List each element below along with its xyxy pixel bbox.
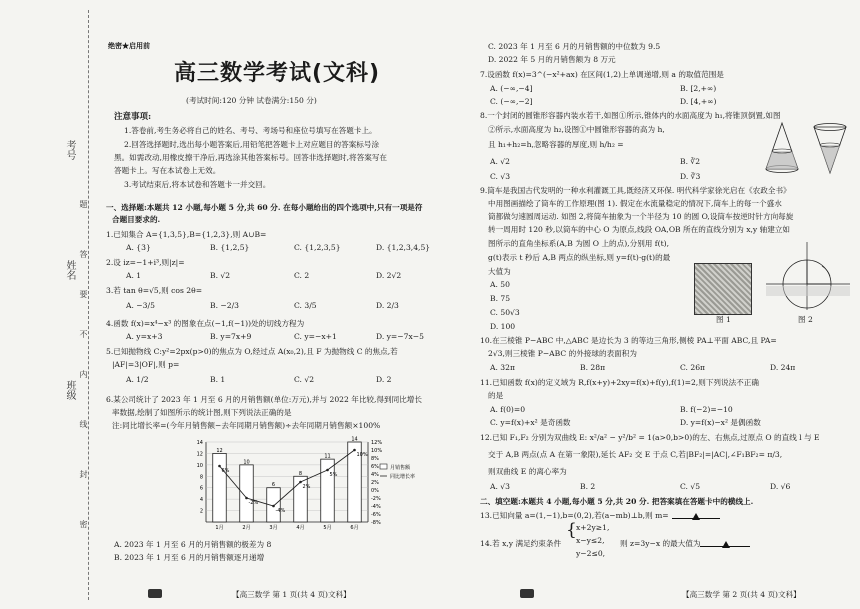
q12-opt-c: C. √5: [680, 482, 701, 491]
q7-opt-c: C. (−∞,−2]: [490, 97, 533, 106]
q9-opt-a: A. 50: [490, 280, 510, 289]
q8-line-3: 且 h₁+h₂=h,忽略容器的厚度,则 h/h₂ =: [488, 140, 624, 149]
footer-page-1: 【高三数学 第 1 页(共 4 页)文科】: [232, 590, 351, 599]
growth-rate-label: 2%: [302, 484, 311, 490]
y-left-tick-label: 2: [199, 508, 203, 515]
q2-opt-d: D. 2√2: [376, 271, 402, 280]
q9-line-6: g(t)表示 t 秒后 A,B 两点的纵坐标,则 y=f(t)·g(t)的最: [488, 253, 671, 262]
q5-opt-a: A. 1/2: [126, 375, 149, 384]
growth-rate-label: -2%: [248, 500, 259, 506]
q9-line-5: 图所示的直角坐标系(A,B 为圆 O 上的点),分别用 f(t),: [488, 239, 669, 248]
q14-prefix: 14.若 x,y 满足约束条件: [480, 539, 562, 548]
y-right-tick-label: -2%: [371, 496, 381, 502]
bar-value-label: 8: [298, 470, 303, 477]
q11-opt-d: D. y=f(x)−x² 是偶函数: [680, 418, 761, 427]
binding-strip: [0, 0, 102, 609]
q9-line-1: 9.筒车是我国古代发明的一种水利灌溉工具,既经济又环保. 明代科学家徐光启在《农政全书》: [480, 186, 791, 195]
x-tick-label: 3月: [269, 525, 278, 531]
q7-opt-d: D. [4,+∞): [680, 97, 717, 106]
q11-opt-c: C. y=f(x)+x² 是奇函数: [490, 418, 571, 427]
q12-opt-d: D. √6: [770, 482, 791, 491]
x-tick-label: 5月: [323, 525, 332, 531]
q10-opt-b: B. 28π: [580, 363, 606, 372]
y-right-tick-label: 10%: [371, 448, 383, 454]
q10-opt-c: C. 26π: [680, 363, 706, 372]
q4-opt-d: D. y=−7x−5: [376, 332, 424, 341]
seal-char: 内: [79, 370, 88, 378]
q6-line-1: 6.某公司统计了 2023 年 1 月至 6 月的月销售额(单位:万元),并与 2022 年比较,得到同比增长: [106, 395, 422, 404]
q10-opt-a: A. 32π: [490, 363, 515, 372]
growth-rate-label: 5%: [329, 472, 338, 478]
q12-opt-a: A. √3: [490, 482, 510, 491]
fig1-caption: 图 1: [716, 315, 731, 324]
section1-header-2: 合题目要求的.: [112, 215, 161, 224]
q12-line-3: 则双曲线 E 的离心率为: [488, 467, 567, 476]
q10-line-1: 10.在三棱锥 P−ABC 中,△ABC 是边长为 3 的等边三角形,侧棱 PA⊥平面 ABC,且 PA=: [480, 336, 777, 345]
q1-opt-b: B. {1,2,5}: [210, 243, 250, 252]
cone-figures: [762, 119, 852, 177]
y-right-tick-label: 12%: [371, 440, 383, 446]
q11-line-2: 的是: [488, 391, 504, 400]
q6-opt-d: D. 2022 年 5 月的月销售额为 8 万元: [488, 55, 616, 64]
seal-char: 要: [79, 290, 88, 298]
q9-line-4: 转一周用时 120 秒,以筒车的中心 O 为原点,线段 OA,OB 所在的直线分别为 x,y 轴建立如: [488, 225, 790, 234]
y-left-tick-label: 4: [199, 497, 203, 504]
y-left-tick-label: 10: [196, 462, 203, 469]
bar-value-label: 10: [243, 459, 250, 466]
seal-char: 封: [79, 470, 88, 478]
q8-opt-c: C. √3: [490, 172, 511, 181]
y-right-tick-label: 4%: [371, 472, 379, 478]
q1: 1.已知集合 A={1,3,5},B={1,2,3},则 A∪B=: [106, 230, 267, 239]
q3-opt-d: D. 2/3: [376, 301, 399, 310]
q4-opt-c: C. y=−x+1: [294, 332, 337, 341]
kaohao-label: 考号: [64, 140, 75, 160]
q3-opt-b: B. −2/3: [210, 301, 239, 310]
exam-title: 高三数学考试(文科): [174, 61, 381, 86]
binding-line: [88, 10, 89, 600]
y-left-tick-label: 8: [199, 474, 203, 481]
q4-opt-a: A. y=x+3: [126, 332, 163, 341]
section1-header: 一、选择题:本题共 12 小题,每小题 5 分,共 60 分. 在每小题给出的四个选项中,只有一项是符: [106, 203, 423, 212]
q9-opt-b: B. 75: [490, 294, 511, 303]
q13: 13.已知向量 a=(1,−1),b=(0,2),若(a−mb)⊥b,则 m=: [480, 511, 669, 520]
y-left-tick-label: 6: [199, 485, 203, 492]
seal-char: 线: [79, 420, 88, 428]
q14-triangle-icon: [722, 539, 730, 548]
q7-opt-b: B. [2,+∞): [680, 84, 717, 93]
bar-value-label: 6: [271, 482, 276, 489]
circle-diagram: [762, 240, 852, 312]
y-left-tick-label: 12: [196, 451, 203, 458]
seal-char: 答: [79, 250, 88, 258]
q3-opt-c: C. 3/5: [294, 301, 317, 310]
q9-line-7: 大值为: [488, 267, 511, 276]
q14-suffix: 则 z=3y−x 的最大值为: [620, 539, 701, 548]
y-left-tick-label: 14: [196, 440, 203, 446]
brace-icon: {: [566, 520, 577, 540]
q1-opt-c: C. {1,2,3,5}: [294, 243, 341, 252]
seal-char: 不: [79, 330, 88, 338]
q5-opt-c: C. √2: [294, 375, 315, 384]
q7-opt-a: A. (−∞,−4]: [490, 84, 533, 93]
q1-opt-a: A. {3}: [126, 243, 151, 252]
q9-line-3: 筒都做匀速圆周运动. 如图 2,将筒车抽象为一个半径为 10 的圆 O,设筒车按逆时针方向每旋: [488, 212, 794, 221]
note-5: 3.考试结束后,将本试卷和答题卡一并交回。: [124, 180, 271, 189]
x-tick-label: 4月: [296, 525, 305, 531]
q8-opt-a: A. √2: [490, 157, 510, 166]
growth-rate-point: [299, 481, 302, 484]
growth-rate-point: [326, 469, 329, 472]
growth-rate-label: 6%: [221, 468, 230, 474]
q2: 2.设 iz=−1+i³,则|z|=: [106, 258, 185, 267]
footer-page-2: 【高三数学 第 2 页(共 4 页)文科】: [682, 590, 801, 599]
q9-line-2: 中用图画描绘了筒车的工作原理(图 1). 假定在水流量稳定的情况下,筒车上的每一个盛水: [488, 199, 782, 208]
growth-rate-point: [272, 505, 275, 508]
q6-line-3: 注:同比增长率=(今年月销售额−去年同期月销售额)÷去年同期月销售额×100%: [112, 421, 381, 430]
q5-b: |AF|=3|OF|,则 p=: [112, 360, 180, 369]
water-wheel-image: [694, 263, 752, 315]
q6-opt-c: C. 2023 年 1 月至 6 月的月销售额的中位数为 9.5: [488, 42, 661, 51]
q6-line-2: 率数据,绘制了如图所示的统计图,则下列说法正确的是: [112, 408, 292, 417]
fig2-caption: 图 2: [798, 315, 813, 324]
q7: 7.设函数 f(x)=3^(−x²+ax) 在区间(1,2)上单调递增,则 a 的取值范围是: [480, 70, 724, 79]
y-right-tick-label: 2%: [371, 480, 379, 486]
q6-opt-a: A. 2023 年 1 月至 6 月的月销售额的极差为 8: [114, 540, 272, 549]
growth-rate-label: -4%: [275, 508, 286, 514]
q5-opt-d: D. 2: [376, 375, 392, 384]
y-right-tick-label: 8%: [371, 456, 379, 462]
x-tick-label: 6月: [350, 525, 359, 531]
bar-value-label: 11: [324, 453, 331, 460]
q5: 5.已知抛物线 C:y²=2px(p>0)的焦点为 O,经过点 A(x₀,2),且 F 为抛物线 C 的焦点,若: [106, 347, 398, 356]
q3-opt-a: A. −3/5: [126, 301, 155, 310]
note-1: 1.答卷前,考生务必将自己的姓名、考号、考场号和座位号填写在答题卡上。: [124, 126, 377, 135]
q2-opt-a: A. 1: [126, 271, 142, 280]
exam-info: (考试时间:120 分钟 试卷满分:150 分): [186, 96, 317, 105]
growth-rate-point: [218, 465, 221, 468]
q10-opt-d: D. 24π: [770, 363, 796, 372]
q14-cond-2: x−y≤2,: [576, 536, 605, 545]
q6-opt-b: B. 2023 年 1 月至 6 月的月销售额逐月递增: [114, 553, 265, 562]
monitor-icon: [148, 589, 162, 598]
y-right-tick-label: 6%: [371, 464, 379, 470]
note-2: 2.回答选择题时,选出每小题答案后,用铅笔把答题卡上对应题目的答案标号涂: [124, 140, 380, 149]
legend-sales-label: 月销售额: [390, 465, 411, 471]
page-2: [480, 0, 854, 609]
secret-tag: 绝密★启用前: [108, 41, 150, 50]
seal-char: 题: [79, 200, 88, 208]
q8-opt-d: D. ∛3: [680, 172, 701, 181]
notes-heading: 注意事项:: [114, 112, 152, 122]
banji-label: 班级: [64, 380, 75, 400]
q8-line-1: 8.一个封闭的圆锥形容器内装水若干,如图①所示,锥体内的水面高度为 h₁,将锥顶倒置,如图: [480, 111, 781, 120]
q11-opt-a: A. f(0)=0: [490, 405, 526, 414]
legend-rate-label: 同比增长率: [390, 474, 416, 480]
q2-opt-c: C. 2: [294, 271, 310, 280]
q13-triangle-icon: [692, 511, 700, 520]
growth-rate-label: 10%: [356, 452, 368, 458]
q8-line-2: ②所示,水面高度为 h₂,设图①中圆锥形容器的高为 h,: [488, 125, 665, 134]
y-right-tick-label: -8%: [371, 520, 381, 526]
q14-cond-3: y−2≤0,: [576, 549, 606, 558]
sales-bar: [240, 465, 254, 522]
x-tick-label: 2月: [242, 525, 251, 531]
q3: 3.若 tan θ=√5,则 cos 2θ=: [106, 286, 203, 295]
xingming-label: 姓名: [64, 260, 75, 280]
bar-value-label: 12: [216, 447, 223, 454]
monitor-icon-2: [520, 589, 534, 598]
q10-line-2: 2√3,则三棱锥 P−ABC 的外接球的表面积为: [488, 349, 637, 358]
section2-header: 二、填空题:本题共 4 小题,每小题 5 分,共 20 分. 把答案填在答题卡中的横线上.: [480, 497, 754, 506]
bar-value-label: 14: [351, 436, 358, 443]
note-4: 答题卡上。写在本试卷上无效。: [114, 166, 221, 175]
q1-opt-d: D. {1,2,3,4,5}: [376, 243, 431, 252]
q11-line-1: 11.已知函数 f(x)的定义域为 R,f(x+y)+2xy=f(x)+f(y),f(1)=2,则下列说法不正确: [480, 378, 759, 387]
q12-opt-b: B. 2: [580, 482, 596, 491]
q8-opt-b: B. ∛2: [680, 157, 701, 166]
seal-char: 密: [79, 520, 88, 528]
legend-bar-swatch: [380, 464, 387, 469]
q9-opt-c: C. 50√3: [490, 308, 520, 317]
y-right-tick-label: 0%: [371, 488, 379, 494]
note-3: 黑。如需改动,用橡皮擦干净后,再选涂其他答案标号。回答非选择题时,将答案写在: [114, 153, 388, 162]
q5-opt-b: B. 1: [210, 375, 226, 384]
y-right-tick-label: -6%: [371, 512, 381, 518]
q2-opt-b: B. √2: [210, 271, 231, 280]
y-right-tick-label: -4%: [371, 504, 381, 510]
page-1: [104, 0, 470, 609]
q11-opt-b: B. f(−2)=−10: [680, 405, 733, 414]
q12-line-1: 12.已知 F₁,F₂ 分别为双曲线 E: x²/a² − y²/b² = 1(a>0,b>0)的左、右焦点,过原点 O 的直线 l 与 E: [480, 433, 820, 442]
sales-bar: [321, 459, 335, 522]
sales-chart: [184, 434, 434, 534]
growth-rate-point: [245, 497, 248, 500]
q12-line-2: 交于 A,B 两点(点 A 在第一象限),延长 AF₂ 交 E 于点 C,若|BF₂|=|AC|,∠F₁BF₂= π/3,: [488, 450, 783, 459]
x-tick-label: 1月: [215, 525, 224, 531]
q9-opt-d: D. 100: [490, 322, 516, 331]
growth-rate-point: [353, 449, 356, 452]
q4-opt-b: B. y=7x+9: [210, 332, 252, 341]
q4: 4.函数 f(x)=x⁴−x³ 的图象在点(−1,f(−1))处的切线方程为: [106, 319, 305, 328]
q14-cond-1: x+2y≥1,: [576, 523, 610, 532]
sales-bar: [213, 453, 227, 522]
